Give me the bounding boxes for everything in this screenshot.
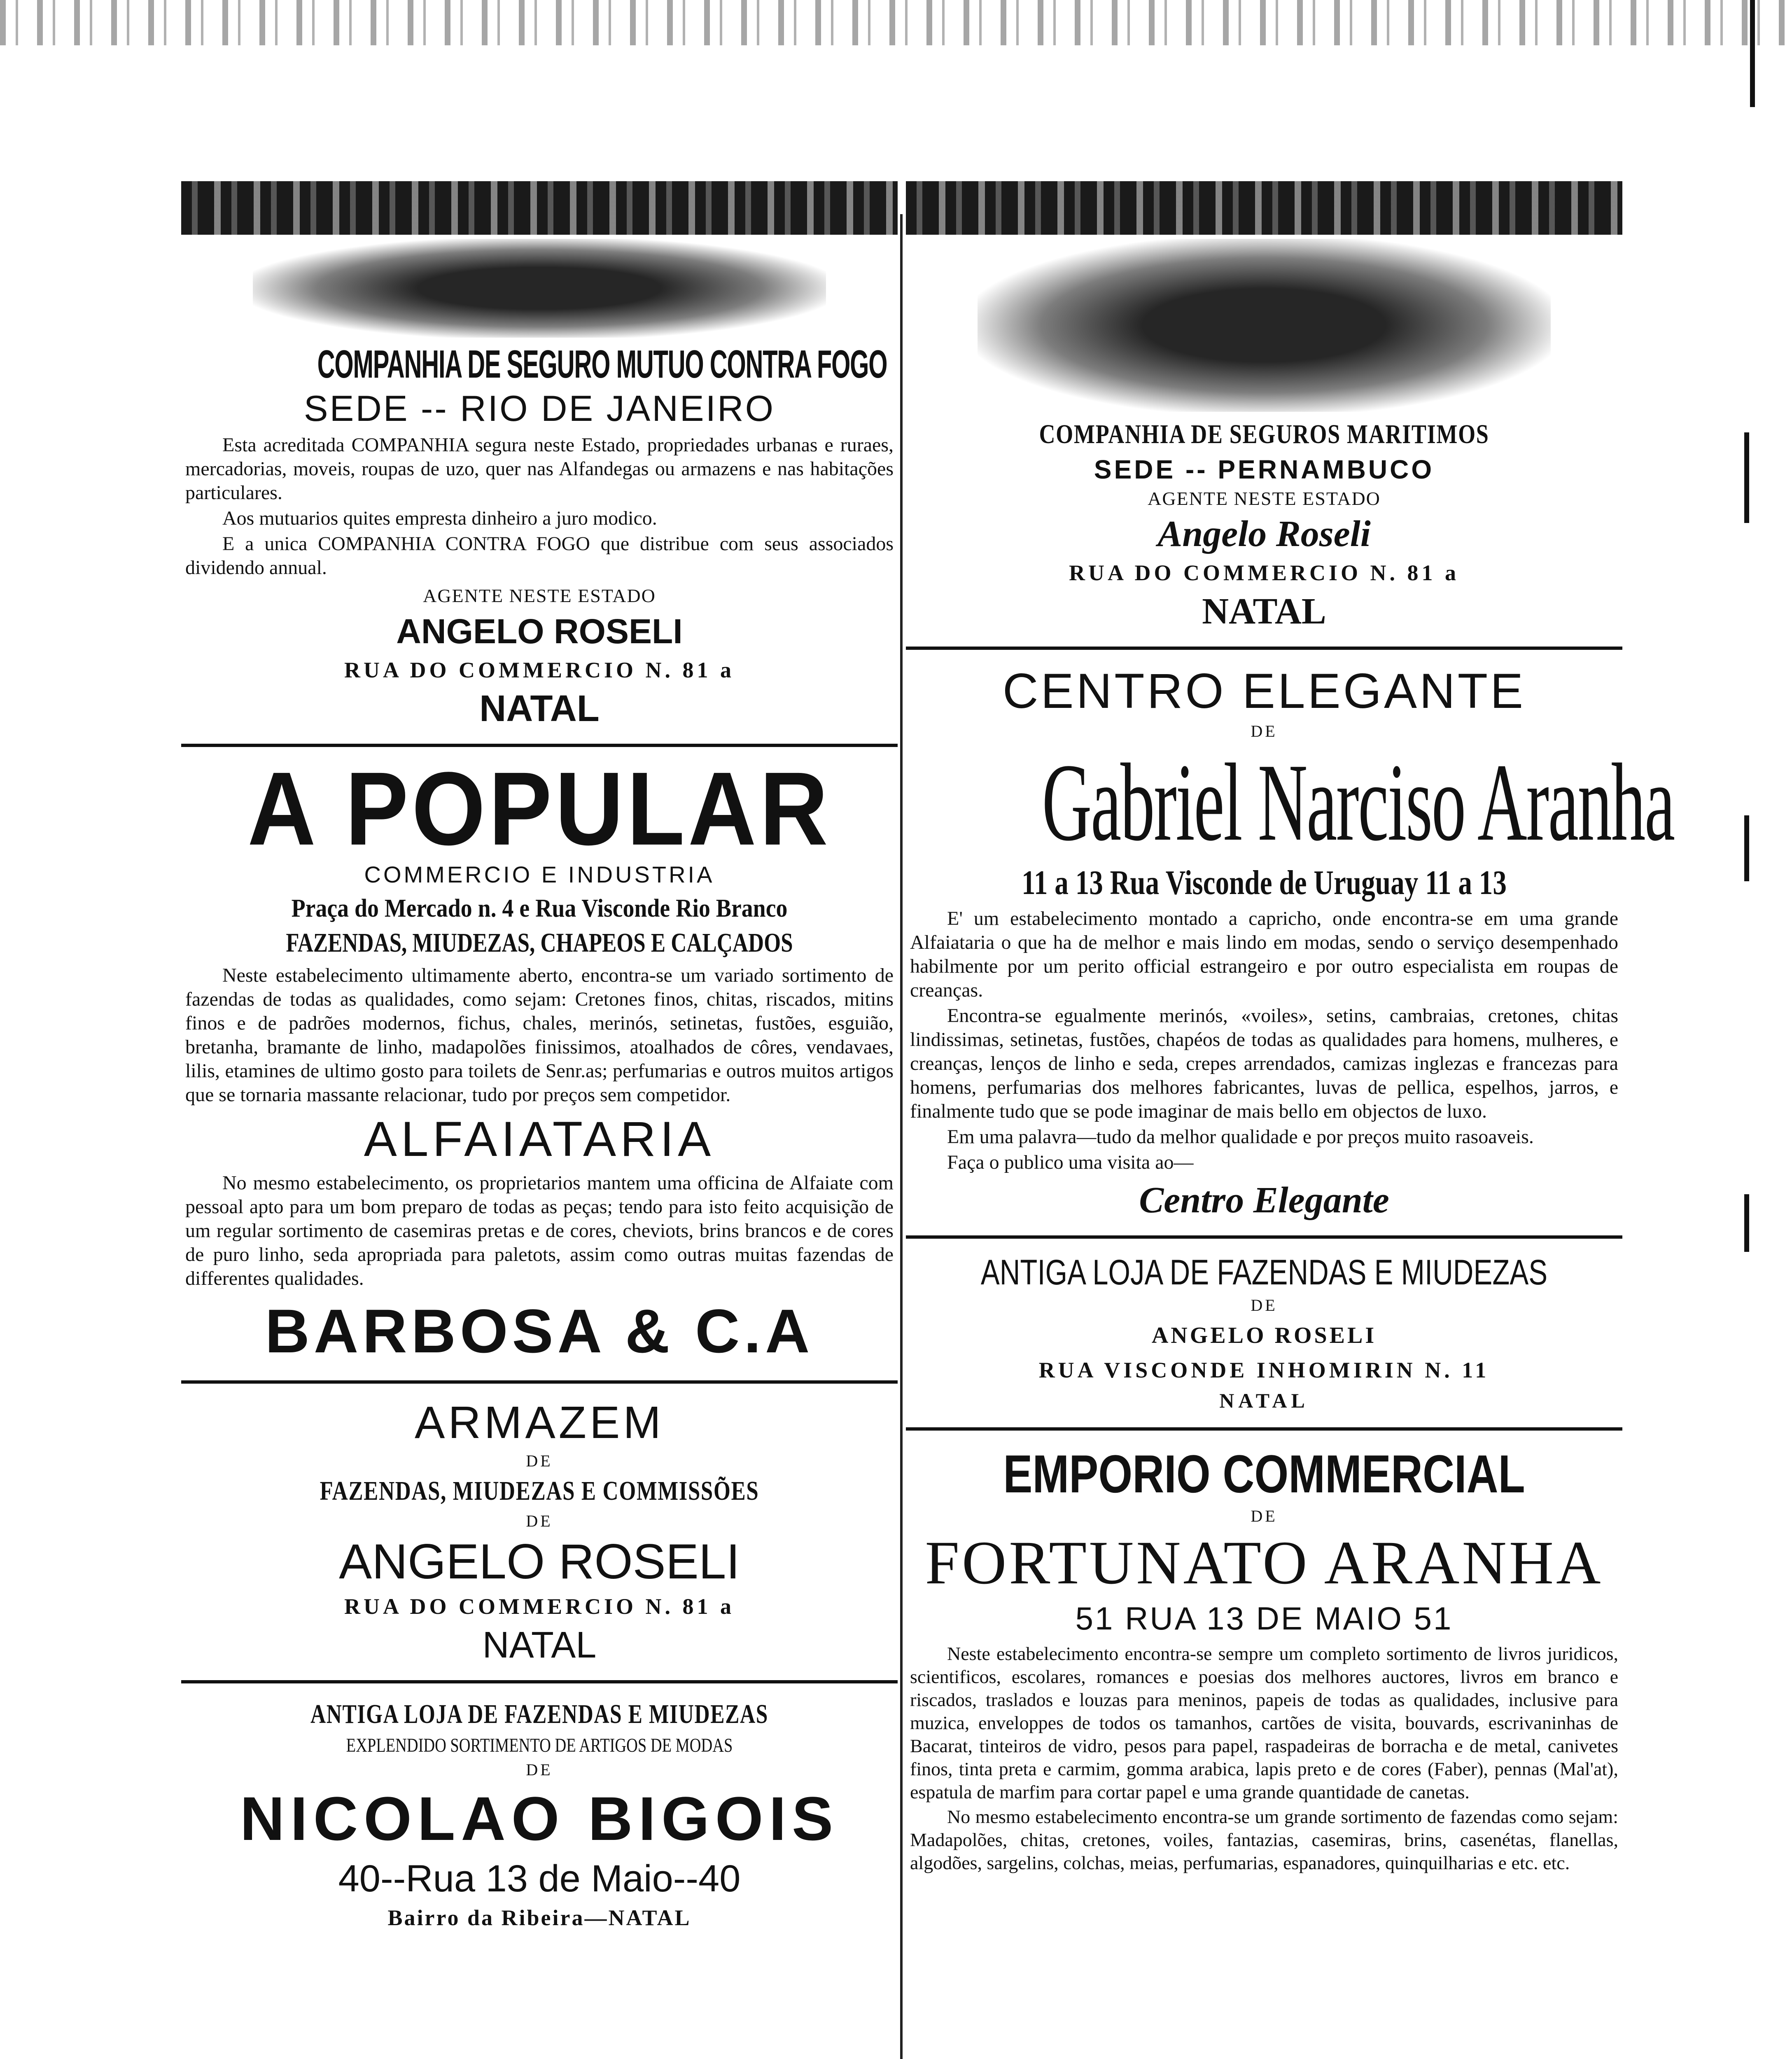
shop-owner: NICOLAO BIGOIS [240,1784,839,1853]
agent-label: AGENTE NESTE ESTADO [1148,488,1381,509]
ad-loja-roseli [906,1251,1622,1415]
section-rule [906,647,1622,650]
ad-nicolao-bigois [181,1696,898,1934]
ad-centro-elegante [906,662,1674,1223]
shop-title: ANTIGA LOJA DE FAZENDAS E MIUDEZAS [310,1699,768,1729]
owner-name: ANGELO ROSELI [339,1534,740,1589]
store-title: EMPORIO COMMERCIAL [1003,1444,1525,1504]
store-title: CENTRO ELEGANTE [1002,663,1526,719]
description-paragraph: E' um estabelecimento montado a capricho, onde encontra-se em uma grande Alfaiataria o que ha de melhor e mais lindo em modas, sendo o serviço desempenhado habilmente por um perito official estrangeiro e por outro especialista em roupas de creanças. [910,908,1618,1001]
company-description [185,433,894,580]
connector-de: DE [1251,1296,1278,1314]
shop-title: ANTIGA LOJA DE FAZENDAS E MIUDEZAS [980,1253,1548,1292]
store-signature: Centro Elegante [1139,1180,1389,1221]
shop-owner: ANGELO ROSELI [1151,1323,1377,1348]
store-address: 11 a 13 Rua Visconde de Uruguay 11 a 13 [1021,864,1507,902]
store-description [910,1642,1618,1875]
ad-armazem [181,1396,898,1668]
company-sede: SEDE -- PERNAMBUCO [1094,455,1435,484]
agent-street: RUA DO COMMERCIO N. 81 a [344,658,735,682]
description-paragraph: No mesmo estabelecimento encontra-se um grande sortimento de fazendas como sejam: Madapolões, chitas, cretones, voiles, fantazias, casemiras, brins, casenétas, flanellas, algodões, sargelins, colchas, meias, perfumarias, espanadores, quinquilharias e etc. etc. [910,1806,1618,1873]
agent-city: NATAL [1202,591,1326,632]
store-title: A POPULAR [247,750,831,867]
armazem-goods: FAZENDAS, MIUDEZAS E COMMISSÕES [320,1476,759,1506]
ad-a-popular [181,750,898,1368]
store-goods: FAZENDAS, MIUDEZAS, CHAPEOS E CALÇADOS [286,928,793,958]
ship-engraving [978,239,1551,412]
connector-de: DE [1251,1507,1278,1525]
section-description [185,1171,894,1291]
agent-name: ANGELO ROSELI [396,612,683,651]
store-address: Praça do Mercado n. 4 e Rua Visconde Rio Branco [291,894,788,922]
agent-street: RUA DO COMMERCIO N. 81 a [1069,560,1459,585]
description-paragraph: No mesmo estabelecimento, os proprietarios mantem uma officina de Alfaiate com pessoal apto para um bom preparo de todas as peças; tendo para isto feito acquisição de um regular sortimento de casemiras pretas e de cores, cheviots, brins brancos e de cores de puro linho, seda apropriada para paletots, assim como outras muitas fazendas de differentes qualidades. [185,1172,894,1289]
section-rule [181,1380,898,1384]
section-heading: ALFAIATARIA [364,1111,715,1167]
connector-de: DE [526,1512,553,1530]
scan-edge-mark [1744,1194,1749,1252]
shop-subtitle: EXPLENDIDO SORTIMENTO DE ARTIGOS DE MODAS [346,1735,733,1756]
connector-de: DE [1251,722,1278,740]
owner-name: FORTUNATO ARANHA [925,1529,1603,1597]
description-paragraph: Neste estabelecimento encontra-se sempre um completo sortimento de livros juridicos, scientificos, escolares, romances e poesias dos melhores auctores, livros em branco e riscados, traslados e louzas para meninos, papeis de todas as qualidades, inclusive para muzica, enveloppes de todos os tamanhos, cartões de visita, bouvards, escrivaninhas de Bacarat, tinteiros de vidro, pesos para papel, raspadeiras de borracha e de metal, canivetes finos, tinta preta e carmim, gomma arabica, lapis preto e de cores (Faber), pennas (Mal'at), espatula de marfim para cortar papel e uma grande quantidade de canetas. [910,1643,1618,1802]
description-paragraph: Aos mutuarios quites empresta dinheiro a juro modico. [222,507,657,529]
agent-name: Angelo Roseli [1157,514,1371,554]
store-description [910,907,1618,1174]
section-rule [906,1427,1622,1431]
train-engraving [253,239,826,338]
illegible-banner [906,181,1622,235]
ad-seguro-maritimo [906,181,1622,634]
shop-street: RUA VISCONDE INHOMIRIN N. 11 [1038,1358,1490,1382]
store-subtitle: COMMERCIO E INDUSTRIA [364,861,715,887]
left-column [181,181,898,1934]
scan-edge-mark [1750,0,1755,107]
connector-de: DE [526,1452,553,1470]
scan-edge-mark [1744,815,1749,881]
description-paragraph: Em uma palavra—tudo da melhor qualidade e por preços muito rasoaveis. [947,1126,1534,1148]
store-description [185,964,894,1107]
agent-label: AGENTE NESTE ESTADO [423,585,656,606]
section-rule [181,744,898,747]
shop-district: Bairro da Ribeira—NATAL [387,1905,691,1930]
armazem-title: ARMAZEM [415,1397,664,1448]
connector-de: DE [526,1760,553,1779]
company-name: COMPANHIA DE SEGURO MUTUO CONTRA FOGO [317,342,887,386]
company-name: COMPANHIA DE SEGUROS MARITIMOS [1039,419,1489,449]
agent-city: NATAL [479,688,600,729]
section-rule [906,1235,1622,1239]
illegible-banner [181,181,898,235]
right-column [906,181,1674,1878]
description-paragraph: Faça o publico uma visita ao— [947,1151,1194,1173]
description-paragraph: E a unica COMPANHIA CONTRA FOGO que distribue com seus associados dividendo annual. [185,533,894,579]
ad-seguro-fogo [181,181,898,731]
ad-emporio-commercial [906,1443,1622,1875]
description-paragraph: Esta acreditada COMPANHIA segura neste Estado, propriedades urbanas e ruraes, mercadorias, moveis, roupas de uzo, quer nas Alfandegas ou armazens e nas habitações particulares. [185,434,894,504]
store-address: 51 RUA 13 DE MAIO 51 [1075,1600,1453,1636]
description-paragraph: Encontra-se egualmente merinós, «voiles», setins, cambraias, cretones, chitas lindissimas, setinetas, fustões, chapéos de todas as qualidades para homens, mulheres, e creanças, lenços de linho e seda, crepes arrendados, camizas inglezas e francezas para homens, perfumarias dos melhores fabricantes, luvas de pellica, espelhos, jarros, e finalmente tudo que se pode imaginar de mais bello em objectos de luxo. [910,1005,1618,1122]
scan-edge-mark [1744,432,1749,523]
firm-name: BARBOSA & C.A [265,1296,814,1366]
section-rule [181,1680,898,1683]
owner-name: Gabriel Narciso Aranha [1042,741,1674,864]
column-divider [900,214,903,2059]
owner-city: NATAL [482,1625,597,1666]
scan-noise-top [0,0,1792,45]
shop-city: NATAL [1219,1389,1309,1412]
description-paragraph: Neste estabelecimento ultimamente aberto, encontra-se um variado sortimento de fazendas de todas as qualidades, como sejam: Cretones finos, chitas, riscados, mitins finos e de padrões modernos, fichus, chales, merinós, setinetas, fustões, esguião, bretanha, bramante de linho, madapolões finissimos, atoalhados de côres, vendavaes, lilis, etamines de ultimo gosto para toilets de Senr.as; perfumarias e outros muitos artigos que se tornaria massante relacionar, tudo por preços sem competidor. [185,964,894,1106]
shop-address: 40--Rua 13 de Maio--40 [338,1858,741,1900]
company-sede: SEDE -- RIO DE JANEIRO [303,388,775,429]
owner-street: RUA DO COMMERCIO N. 81 a [344,1594,735,1619]
